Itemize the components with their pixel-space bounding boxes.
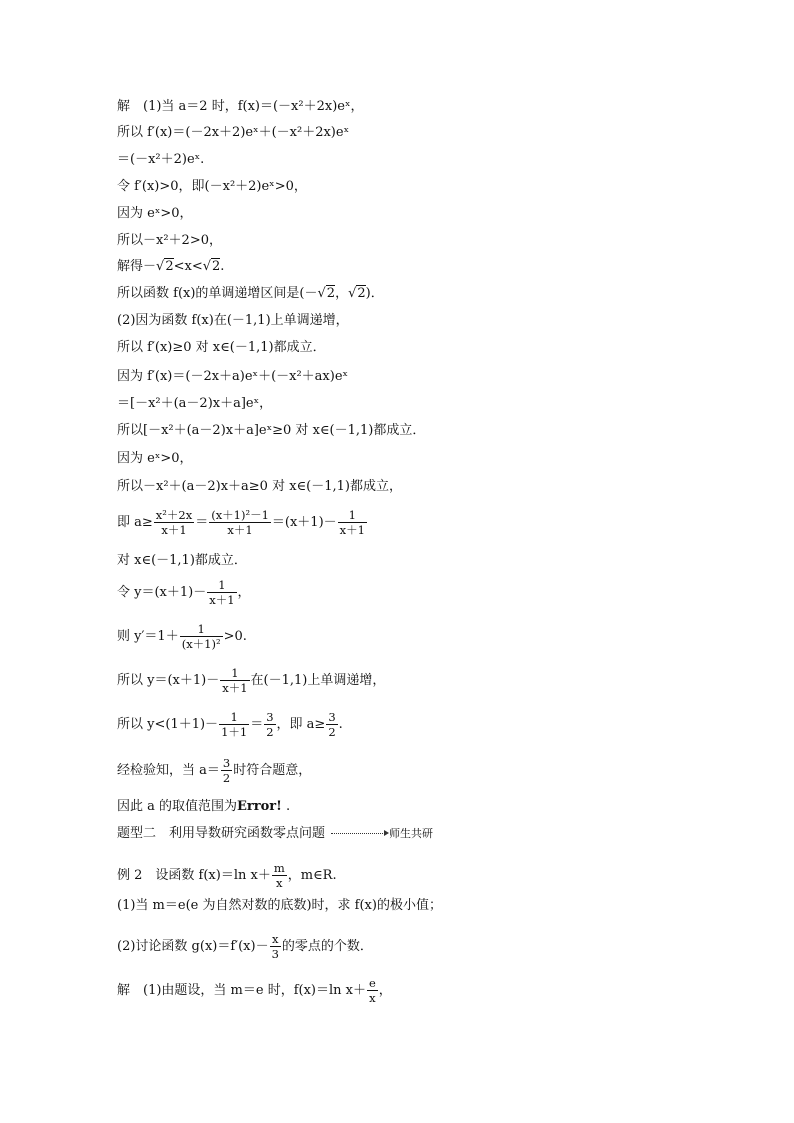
radicand: 2	[326, 286, 336, 301]
text-segment: 所以 y＝(x＋1)－	[117, 673, 220, 688]
fraction-numerator: 1	[207, 578, 236, 593]
text-line: 所以－x²＋(a－2)x＋a≥0 对 x∈(－1,1)都成立，	[117, 479, 402, 494]
fraction-numerator: 1	[219, 710, 249, 725]
fraction-numerator: 3	[222, 756, 231, 770]
text-segment: 令 y＝(x＋1)－	[117, 585, 207, 600]
text-segment: ，	[335, 286, 349, 301]
fraction	[220, 666, 249, 695]
sqrt-symbol: √	[156, 259, 165, 274]
section-heading	[117, 826, 433, 842]
text-line: 令 f′(x)>0，即(－x²＋2)eˣ>0，	[117, 179, 307, 194]
fraction	[221, 756, 232, 785]
heading-text: 题型二 利用导数研究函数零点问题	[117, 826, 326, 841]
radicand: 2	[165, 259, 174, 274]
fraction-denominator: x＋1	[222, 681, 248, 695]
fraction-numerator: x²＋2x	[155, 508, 193, 522]
fraction-numerator: 3	[266, 710, 274, 724]
radicand: 2	[212, 259, 221, 274]
text-segment: 因此 a 的取值范围为	[117, 799, 238, 814]
text-line: ＝(－x²＋2)eˣ.	[117, 152, 205, 167]
text-line: 解得－√2<x<√2.	[117, 259, 225, 274]
text-line	[117, 666, 385, 695]
text-segment: 时符合题意，	[233, 763, 312, 778]
fraction-numerator: 1	[180, 622, 223, 637]
fraction-numerator: (x＋1)²－1	[211, 508, 269, 522]
fraction-denominator: 2	[222, 771, 231, 785]
fraction	[272, 861, 287, 890]
text-line: 所以[－x²＋(a－2)x＋a]eˣ≥0 对 x∈(－1,1)都成立．	[117, 423, 426, 438]
text-segment: 在(－1,1)上单调递增，	[250, 673, 386, 688]
text-segment: .	[338, 717, 343, 732]
text-segment: 所以函数 f(x)的单调递增区间是(－	[117, 286, 318, 301]
text-line: (1)当 m＝e(e 为自然对数的底数)时，求 f(x)的极小值；	[117, 898, 442, 913]
sqrt-symbol: √	[348, 286, 357, 301]
arrow-icon	[331, 833, 387, 834]
sqrt-symbol: √	[317, 286, 326, 301]
fraction-numerator: 3	[328, 710, 336, 724]
text-segment: 解得－	[117, 259, 157, 274]
text-line: 所以 f′(x)≥0 对 x∈(－1,1)都成立．	[117, 340, 326, 355]
heading-tag: 师生共研	[389, 827, 434, 840]
fraction-numerator: x	[270, 932, 281, 947]
text-line: 对 x∈(－1,1)都成立．	[117, 553, 247, 568]
fraction	[338, 508, 367, 537]
fraction	[367, 976, 378, 1005]
fraction-numerator: 1	[338, 508, 367, 523]
text-line	[117, 799, 290, 815]
fraction-denominator: x＋1	[161, 523, 187, 537]
fraction	[219, 710, 249, 739]
text-segment: 则 y′＝1＋	[117, 629, 179, 644]
fraction-denominator: x＋1	[227, 523, 253, 537]
text-segment: ，	[237, 585, 251, 600]
text-line: 因为 eˣ>0，	[117, 206, 193, 221]
fraction-denominator: x＋1	[209, 593, 235, 607]
text-segment: 例 2 设函数 f(x)＝ln x＋	[117, 868, 271, 883]
text-segment: 即 a≥	[117, 515, 153, 530]
text-line	[117, 861, 337, 890]
text-segment: ＝(x＋1)－	[271, 515, 337, 530]
fraction-denominator: 2	[328, 725, 336, 739]
text-segment: (2)讨论函数 g(x)＝f′(x)－	[117, 939, 269, 954]
fraction-denominator: 3	[271, 947, 279, 961]
fraction	[207, 578, 236, 607]
text-segment: ，	[378, 983, 392, 998]
text-segment: 解 (1)由题设，当 m＝e 时，f(x)＝ln x＋	[117, 983, 366, 998]
fraction-numerator: e	[368, 976, 376, 990]
text-line	[117, 976, 392, 1005]
text-line	[117, 578, 251, 607]
fraction-denominator: x	[276, 876, 283, 890]
text-line: 因为 f′(x)＝(－2x＋a)eˣ＋(－x²＋ax)eˣ	[117, 369, 349, 384]
fraction-denominator: 1＋1	[221, 725, 248, 739]
text-segment: >0.	[223, 629, 247, 644]
fraction-denominator: x	[369, 991, 376, 1005]
text-line	[117, 286, 384, 302]
text-segment: <x<	[173, 259, 203, 274]
text-line	[117, 756, 311, 785]
text-segment: ，m∈R.	[287, 868, 337, 883]
fraction	[326, 710, 337, 739]
text-segment: 所以 y<(1＋1)－	[117, 717, 219, 732]
fraction-denominator: x＋1	[339, 523, 365, 537]
text-line	[117, 622, 247, 651]
text-segment: 经检验知，当 a＝	[117, 763, 220, 778]
fraction-denominator: 2	[266, 725, 274, 739]
text-line: 所以 f′(x)＝(－2x＋2)eˣ＋(－x²＋2x)eˣ	[117, 125, 350, 140]
fraction-numerator: 1	[220, 666, 249, 681]
text-segment: 的零点的个数．	[281, 939, 373, 954]
text-line	[117, 508, 368, 537]
text-line	[117, 710, 343, 739]
text-line: 解 (1)当 a＝2 时，f(x)＝(－x²＋2x)eˣ，	[117, 99, 364, 114]
text-segment: ＝	[195, 515, 209, 530]
fraction-numerator: m	[273, 861, 285, 875]
text-segment: .	[281, 799, 291, 814]
fraction	[264, 710, 275, 739]
fraction	[270, 932, 281, 961]
text-segment: ＝	[250, 717, 264, 732]
text-line: (2)因为函数 f(x)在(－1,1)上单调递增，	[117, 313, 349, 328]
text-segment: ，即 a≥	[276, 717, 326, 732]
radicand: 2	[357, 286, 366, 301]
text-segment: )．	[365, 286, 384, 301]
fraction	[209, 508, 271, 537]
text-line: 所以－x²＋2>0，	[117, 233, 222, 248]
fraction	[154, 508, 194, 537]
text-line: 因为 eˣ>0，	[117, 451, 193, 466]
fraction	[180, 622, 223, 651]
fraction-denominator: (x＋1)²	[181, 637, 221, 651]
text-line	[117, 932, 373, 961]
sqrt-symbol: √	[202, 259, 212, 274]
error-text: Error!	[237, 799, 282, 814]
text-line: ＝[－x²＋(a－2)x＋a]eˣ，	[117, 396, 273, 411]
